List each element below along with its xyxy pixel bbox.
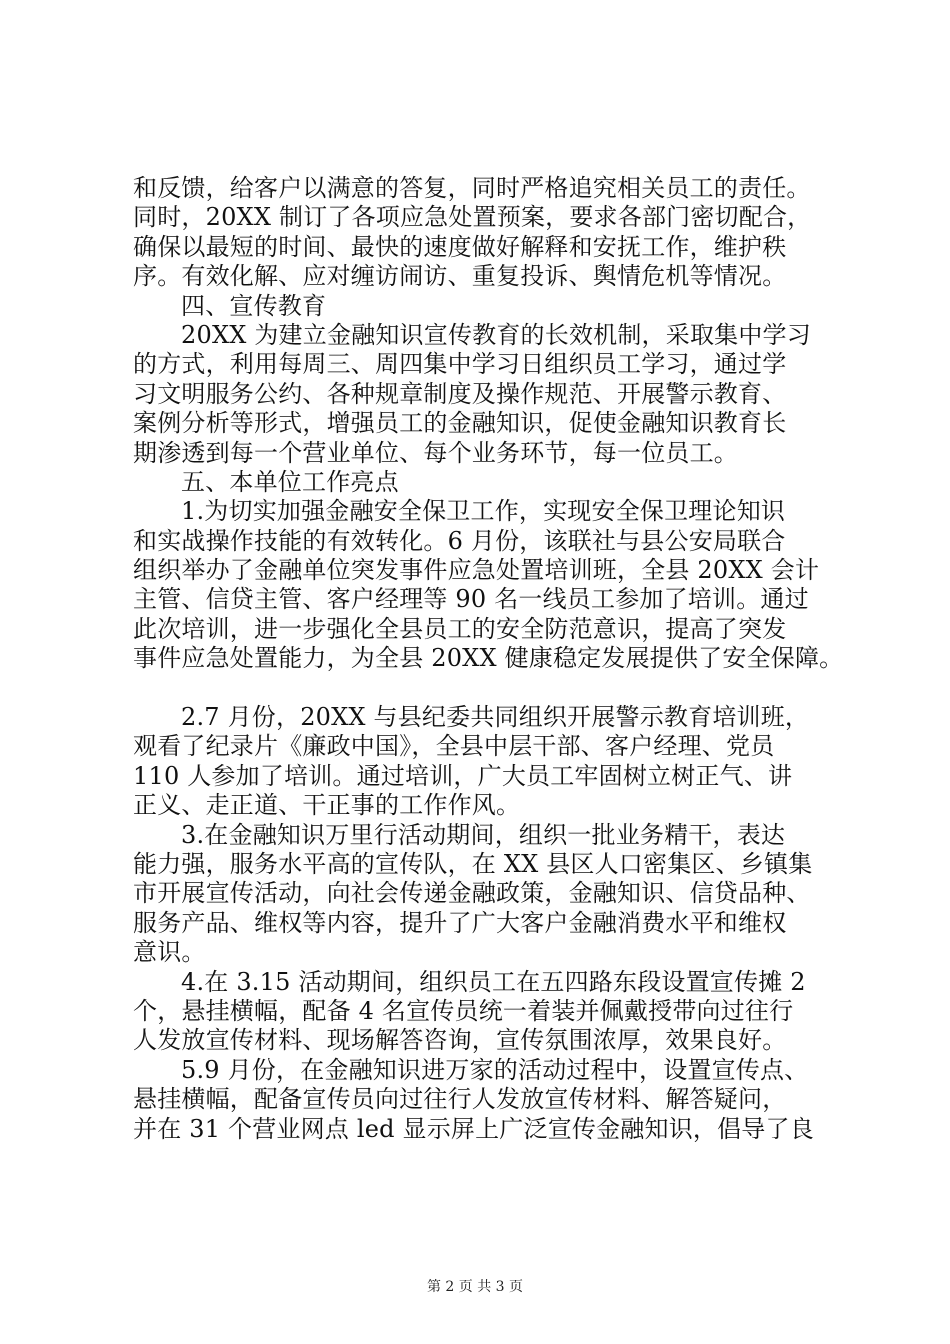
text-line: 的方式，利用每周三、周四集中学习日组织员工学习，通过学 [133, 350, 787, 379]
text-line: 期渗透到每一个营业单位、每个业务环节，每一位员工。 [133, 438, 738, 467]
text-line: 个，悬挂横幅，配备 4 名宣传员统一着装并佩戴授带向过往行 [133, 996, 794, 1025]
paragraph-gap [133, 674, 833, 703]
text-line: 序。有效化解、应对缠访闹访、重复投诉、舆情危机等情况。 [133, 262, 787, 291]
text-line: 和反馈，给客户以满意的答复，同时严格追究相关员工的责任。 [133, 174, 811, 202]
text-line: 观看了纪录片《廉政中国》，全县中层干部、客户经理、党员 [133, 732, 775, 761]
text-line: 正义、走正道、干正事的工作作风。 [133, 791, 521, 820]
text-line: 事件应急处置能力，为全县 20XX 健康稳定发展提供了安全保障。 [133, 644, 844, 673]
text-line: 主管、信贷主管、客户经理等 90 名一线员工参加了培训。通过 [133, 585, 809, 614]
section-heading: 五、本单位工作亮点 [181, 467, 399, 496]
text-line: 习文明服务公约、各种规章制度及操作规范、开展警示教育、 [133, 379, 787, 408]
text-line: 110 人参加了培训。通过培训，广大员工牢固树立树正气、讲 [133, 761, 793, 790]
document-body [133, 174, 844, 1144]
text-line: 服务产品、维权等内容，提升了广大客户金融消费水平和维权 [133, 908, 787, 937]
text-line: 和实战操作技能的有效转化。6 月份，该联社与县公安局联合 [133, 526, 786, 555]
text-line: 并在 31 个营业网点 led 显示屏上广泛宣传金融知识，倡导了良 [133, 1114, 814, 1143]
page-footer: 第 2 页 共 3 页 [426, 1279, 524, 1295]
text-line: 同时，20XX 制订了各项应急处置预案，要求各部门密切配合， [133, 203, 812, 232]
section-heading: 四、宣传教育 [181, 291, 327, 320]
text-line: 意识。 [133, 938, 206, 967]
text-line: 20XX 为建立金融知识宣传教育的长效机制，采取集中学习 [181, 320, 811, 349]
text-line: 3.在金融知识万里行活动期间，组织一批业务精干，表达 [181, 820, 786, 849]
text-line: 市开展宣传活动，向社会传递金融政策，金融知识、信贷品种、 [133, 879, 811, 908]
text-line: 能力强，服务水平高的宣传队，在 XX 县区人口密集区、乡镇集 [133, 849, 813, 878]
text-line: 确保以最短的时间、最快的速度做好解释和安抚工作，维护秩 [133, 232, 787, 261]
text-line: 悬挂横幅，配备宣传员向过往行人发放宣传材料、解答疑问， [133, 1085, 787, 1114]
text-line: 5.9 月份，在金融知识进万家的活动过程中，设置宣传点、 [181, 1055, 809, 1084]
text-line: 组织举办了金融单位突发事件应急处置培训班，全县 20XX 会计 [133, 556, 820, 585]
text-line: 1.为切实加强金融安全保卫工作，实现安全保卫理论知识 [181, 497, 786, 526]
text-line: 此次培训，进一步强化全县员工的安全防范意识，提高了突发 [133, 614, 787, 643]
text-line: 案例分析等形式，增强员工的金融知识，促使金融知识教育长 [133, 409, 787, 438]
text-line: 2.7 月份，20XX 与县纪委共同组织开展警示教育培训班， [181, 703, 810, 732]
text-line: 人发放宣传材料、现场解答咨询，宣传氛围浓厚，效果良好。 [133, 1026, 787, 1055]
text-line: 4.在 3.15 活动期间，组织员工在五四路东段设置宣传摊 2 [181, 967, 806, 996]
